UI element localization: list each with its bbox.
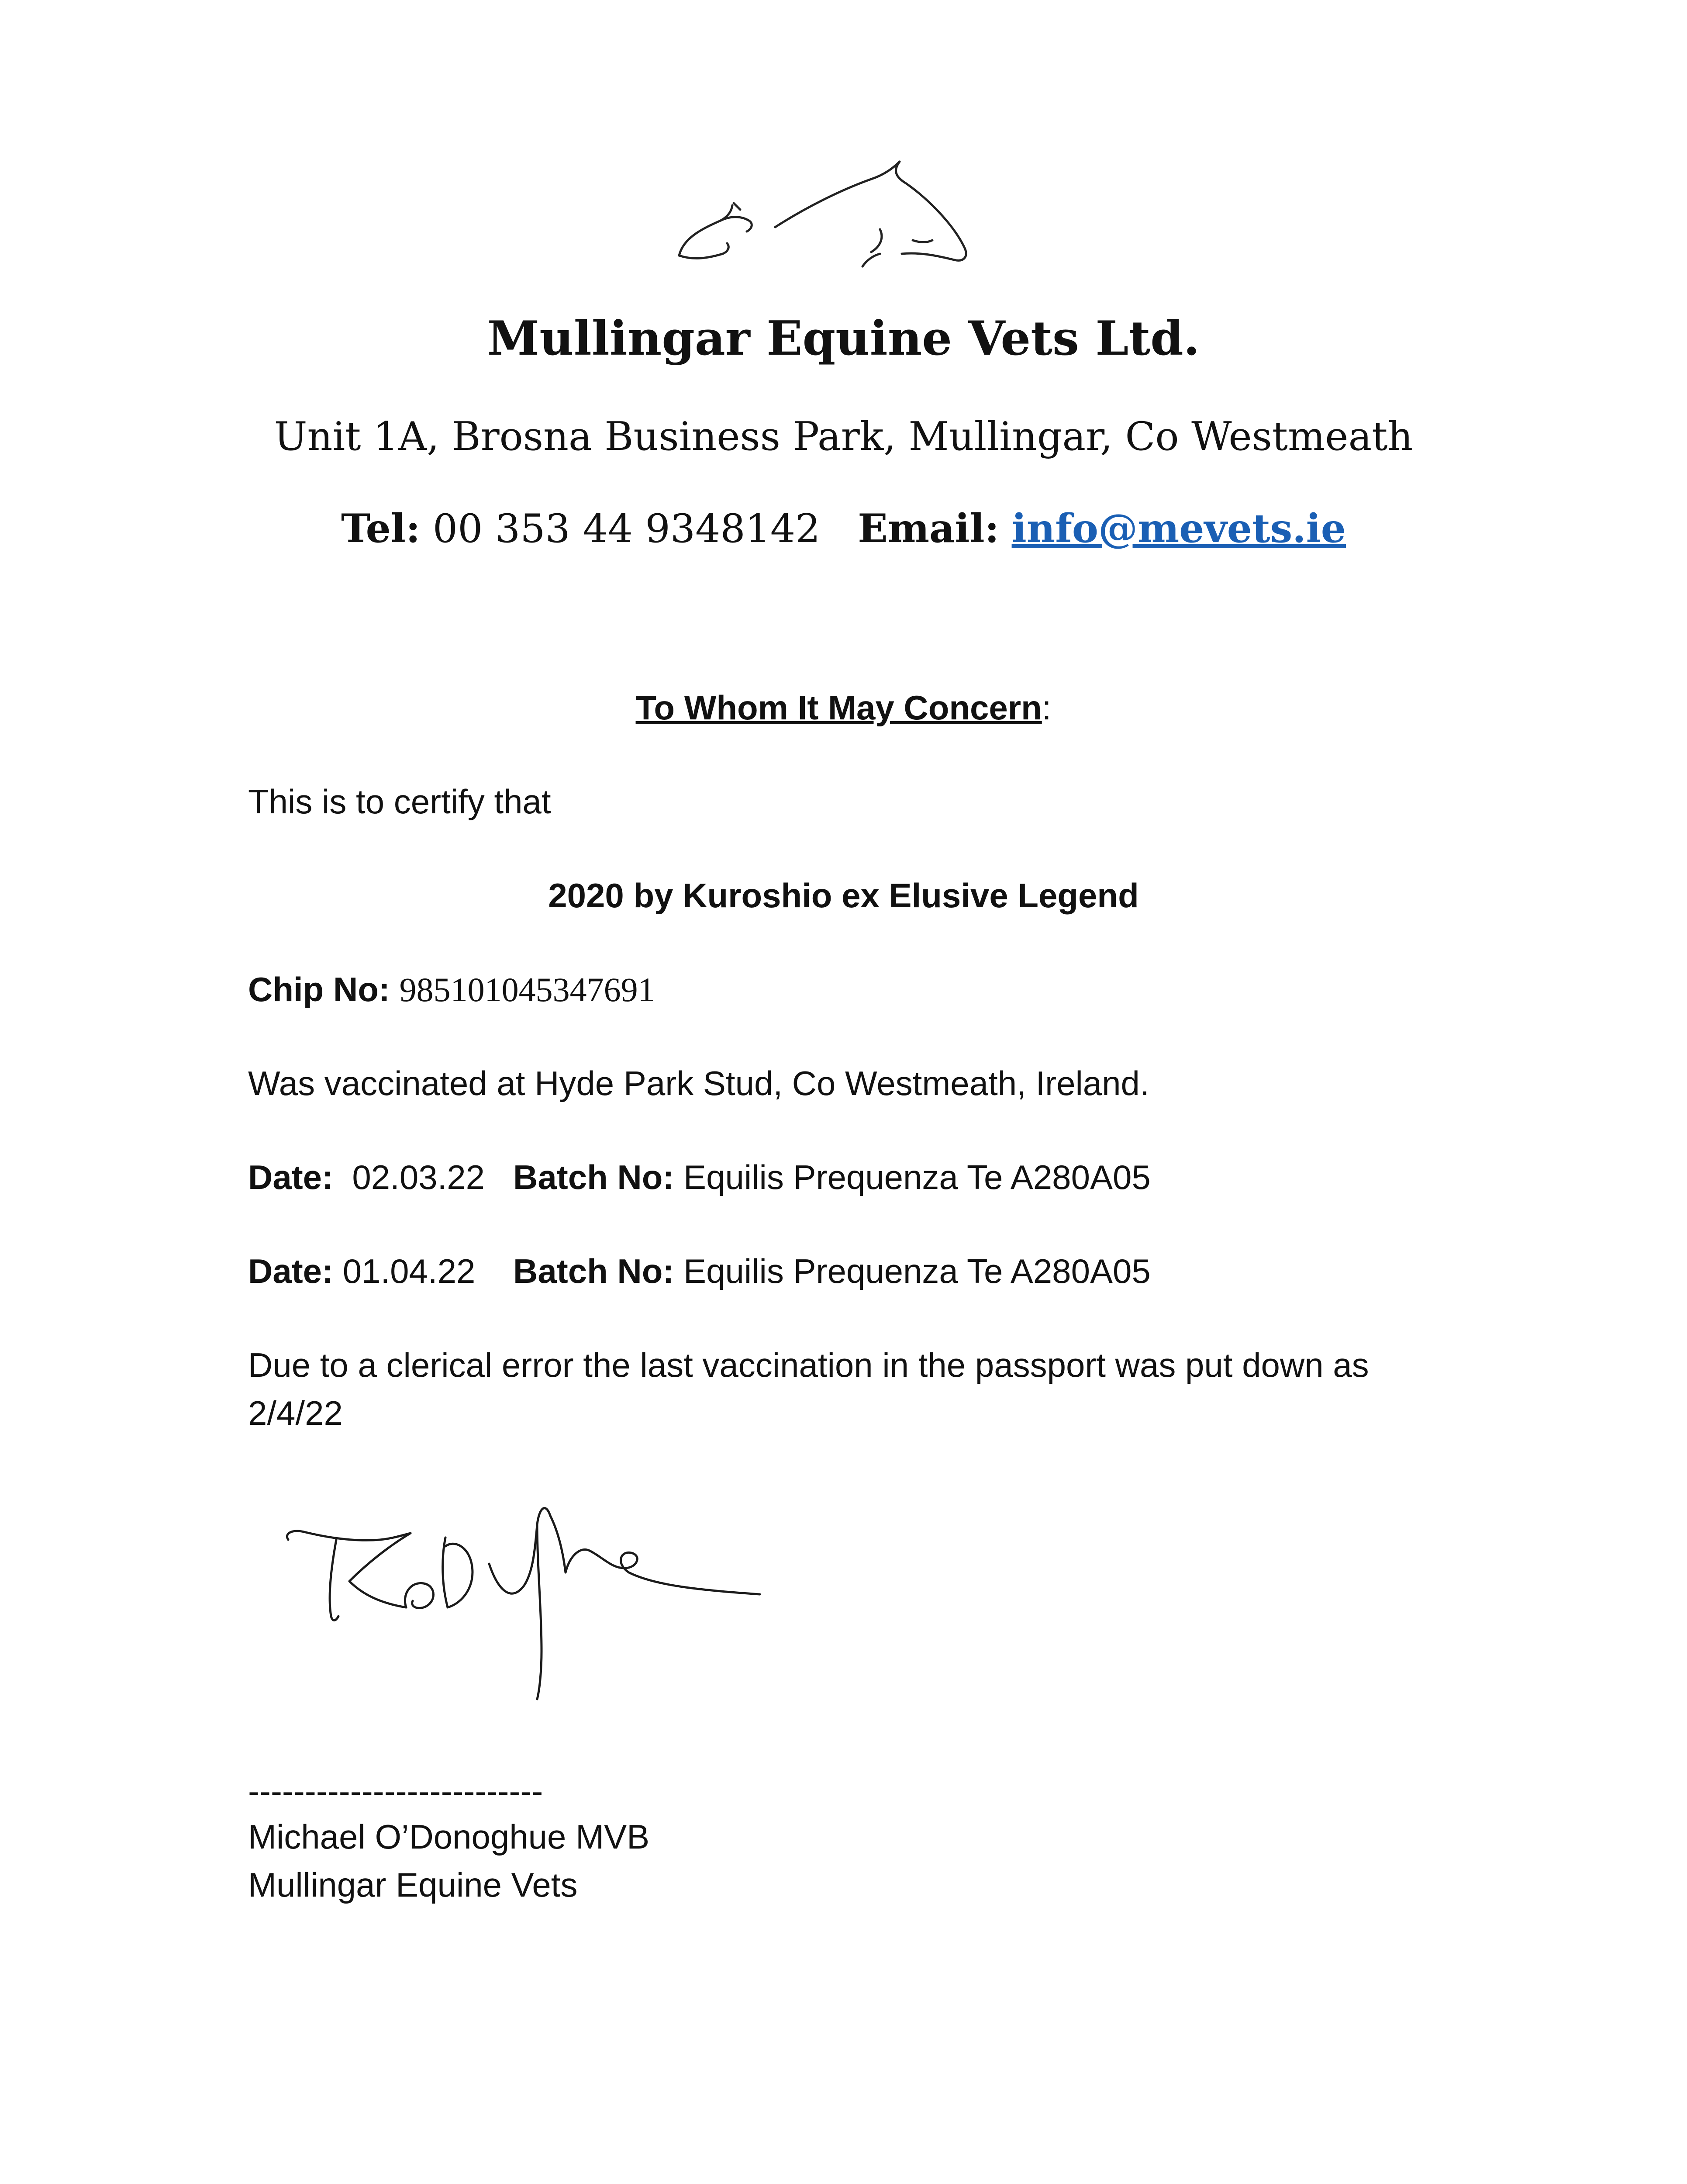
salutation-colon: : <box>1042 688 1052 727</box>
chip-value: 985101045347691 <box>399 971 655 1009</box>
horse-description: 2020 by Kuroshio ex Elusive Legend <box>548 876 1139 915</box>
clerical-note-line1: Due to a clerical error the last vaccination in the passport was put down as <box>248 1346 1369 1384</box>
signature-dash-line: -------------------------- <box>248 1772 543 1810</box>
email-label: Email: <box>858 505 999 552</box>
contact-line <box>0 500 1687 557</box>
chip-line <box>248 965 655 1014</box>
handwritten-signature <box>279 1498 769 1708</box>
certify-intro: This is to certify that <box>248 782 551 821</box>
salutation <box>0 684 1687 732</box>
date-value: 01.04.22 <box>342 1252 476 1290</box>
batch-value: Equilis Prequenza Te A280A05 <box>683 1158 1151 1196</box>
email-link[interactable]: info@mevets.ie <box>1011 505 1346 552</box>
vaccination-row <box>248 1153 1151 1201</box>
vaccination-place: Was vaccinated at Hyde Park Stud, Co Westmeath, Ireland. <box>248 1064 1149 1102</box>
signer-organisation: Mullingar Equine Vets <box>248 1866 578 1904</box>
batch-label: Batch No: <box>513 1252 674 1290</box>
batch-value: Equilis Prequenza Te A280A05 <box>683 1252 1151 1290</box>
tel-label: Tel: <box>341 505 421 552</box>
chip-label: Chip No: <box>248 970 390 1009</box>
tel-value: 00 353 44 9348142 <box>432 506 821 552</box>
date-value: 02.03.22 <box>352 1158 485 1196</box>
date-label: Date: <box>248 1252 334 1290</box>
batch-label: Batch No: <box>513 1158 674 1196</box>
company-address: Unit 1A, Brosna Business Park, Mullingar, Co Westmeath <box>274 414 1413 460</box>
vaccination-row <box>248 1247 1151 1295</box>
signer-name: Michael O’Donoghue MVB <box>248 1818 650 1856</box>
clerical-note-line2: 2/4/22 <box>248 1394 343 1432</box>
company-name: Mullingar Equine Vets Ltd. <box>487 311 1200 366</box>
horse-heads-logo-icon <box>675 151 972 269</box>
salutation-text: To Whom It May Concern <box>635 688 1042 727</box>
date-label: Date: <box>248 1158 334 1196</box>
